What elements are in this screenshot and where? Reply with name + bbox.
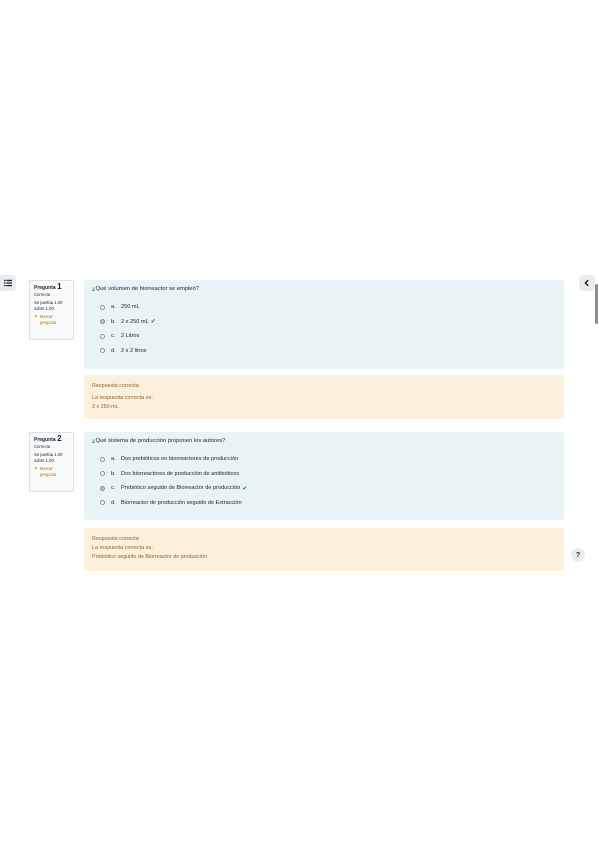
answer-text: Biorreactor de producción seguido de Extracción (121, 499, 242, 506)
feedback-right-answer: Prebiótico seguido de Biorreactor de producción (92, 554, 208, 560)
answer-text: Dos prebióticos en biorreactores de producción (121, 456, 239, 463)
answer-text: 2 x 2 litros (121, 347, 147, 354)
answer-radio[interactable] (100, 486, 105, 491)
answer-letter: b. (111, 470, 116, 477)
answer-option[interactable] (92, 300, 556, 315)
feedback-1 (84, 375, 564, 419)
answer-option[interactable] (92, 467, 556, 482)
block-drawer-toggle[interactable] (579, 275, 595, 291)
question-label: Pregunta (34, 437, 56, 443)
question-info-2 (29, 432, 74, 492)
question-state: Correcta (34, 444, 51, 449)
answer-option[interactable] (92, 452, 556, 467)
answer-radio[interactable] (100, 305, 105, 310)
answer-list (92, 300, 556, 358)
answer-radio[interactable] (100, 471, 105, 476)
flag-label: Marcar pregunta (39, 466, 57, 477)
list-icon (4, 279, 12, 287)
flag-icon: ⚑ (34, 466, 38, 471)
question-grade: Se puntúa 1,00 sobre 1,00 (34, 452, 63, 463)
question-num: 1 (57, 282, 62, 291)
answer-letter: b. (111, 318, 116, 325)
flag-icon: ⚑ (34, 314, 38, 319)
feedback-2 (84, 528, 564, 571)
answer-list (92, 452, 556, 510)
answer-text: Dos biorreactores de producción de antibióticos (121, 470, 240, 477)
answer-letter: c. (111, 485, 116, 492)
answer-letter: d. (111, 499, 116, 506)
question-state: Correcta (34, 292, 51, 297)
course-index-toggle[interactable] (0, 275, 16, 291)
answer-radio[interactable] (100, 348, 105, 353)
feedback-right-answer: 2 x 250 mL (92, 404, 119, 410)
answer-radio[interactable] (100, 319, 105, 324)
feedback-intro: La respuesta correcta es: (92, 545, 153, 551)
question-formulation-1 (84, 280, 564, 369)
answer-option[interactable] (92, 315, 556, 330)
check-icon: ✔ (150, 319, 156, 326)
chevron-left-icon (583, 279, 591, 287)
question-info-1 (29, 280, 74, 340)
question-grade: Se puntúa 1,00 sobre 1,00 (34, 300, 63, 311)
answer-option[interactable] (92, 496, 556, 511)
question-text: ¿Qué volumen de biorreactor se empleó? (92, 286, 199, 292)
answer-text: 250 mL (121, 304, 140, 311)
question-num: 2 (57, 434, 62, 443)
question-formulation-2 (84, 432, 564, 520)
question-number (34, 284, 69, 291)
feedback-intro: La respuesta correcta es: (92, 395, 153, 401)
question-text: ¿Qué sistema de producción proponen los autores? (92, 438, 226, 444)
answer-radio[interactable] (100, 500, 105, 505)
flag-question-link[interactable] (34, 314, 69, 326)
check-icon: ✔ (242, 485, 248, 492)
answer-letter: a. (111, 304, 116, 311)
answer-option[interactable] (92, 481, 556, 496)
flag-label: Marcar pregunta (39, 314, 57, 325)
answer-letter: c. (111, 333, 116, 340)
question-label: Pregunta (34, 285, 56, 291)
question-number (34, 436, 69, 443)
answer-letter: d. (111, 347, 116, 354)
flag-question-link[interactable] (34, 466, 69, 478)
answer-option[interactable] (92, 329, 556, 344)
answer-text: Prebiótico seguido de Biorreactor de producción (121, 485, 241, 492)
answer-option[interactable] (92, 344, 556, 359)
scrollbar-thumb[interactable] (595, 284, 598, 324)
answer-radio[interactable] (100, 457, 105, 462)
feedback-outcome: Respuesta correcta (92, 536, 139, 542)
answer-text: 2 x 250 mL (121, 318, 149, 325)
answer-text: 2 Litros (121, 333, 140, 340)
help-button[interactable]: ? (571, 548, 585, 562)
answer-radio[interactable] (100, 334, 105, 339)
feedback-outcome: Respuesta correcta (92, 383, 139, 389)
answer-letter: a. (111, 456, 116, 463)
